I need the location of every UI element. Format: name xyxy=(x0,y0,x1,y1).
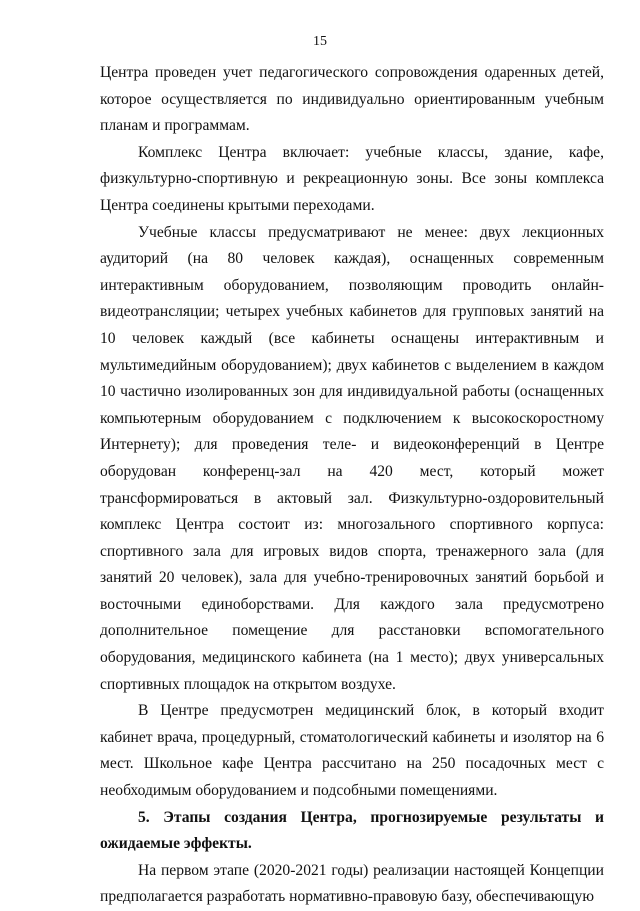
page-body xyxy=(100,60,604,911)
paragraph-continuation: Центра проведен учет педагогического сопровождения одаренных детей, которое осуществляется по индивидуально ориентированным учебным планам и программам. xyxy=(100,64,604,135)
paragraph-complex-description: Комплекс Центра включает: учебные классы, здание, кафе, физкультурно-спортивную и рекреационную зоны. Все зоны комплекса Центра соединены крытыми переходами. xyxy=(100,143,604,214)
page-number: 15 xyxy=(313,34,327,49)
section-heading: 5. Этапы создания Центра, прогнозируемые результаты и ожидаемые эффекты. xyxy=(100,808,604,853)
paragraph-medical-block: В Центре предусмотрен медицинский блок, в который входит кабинет врача, процедурный, стоматологический кабинеты и изолятор на 6 мест. Школьное кафе Центра рассчитано на 250 посадочных мест с необходимым оборудованием и подсобными помещениями. xyxy=(100,702,604,800)
paragraph-classrooms: Учебные классы предусматривают не менее: двух лекционных аудиторий (на 80 человек каждая), оснащенных современным интерактивным оборудованием, позволяющим проводить онлайн-видеотрансляции; четырех учебных кабинетов для групповых занятий на 10 человек каждый (все кабинеты оснащены интерактивным и мультимедийным оборудованием); двух кабинетов с выделением в каждом 10 частично изолированных зон для индивидуальной работы (оснащенных компьютерным оборудованием с подключением к высокоскоростному Интернету); для проведения теле- и видеоконференций в Центре оборудован конференц-зал на 420 мест, который может трансформироваться в актовый зал. Физкультурно-оздоровительный комплекс Центра состоит из: многозального спортивного корпуса: спортивного зала для игровых видов спорта, тренажерного зала (для занятий 20 человек), зала для учебно-тренировочных занятий борьбой и восточными единоборствами. Для каждого зала предусмотрено дополнительное помещение для расстановки вспомогательного оборудования, медицинского кабинета (на 1 место); двух универсальных спортивных площадок на открытом воздухе. xyxy=(100,223,604,693)
paragraph-first-stage: На первом этапе (2020-2021 годы) реализации настоящей Концепции предполагается разработать нормативно-правовую базу, обеспечивающую xyxy=(100,861,604,906)
